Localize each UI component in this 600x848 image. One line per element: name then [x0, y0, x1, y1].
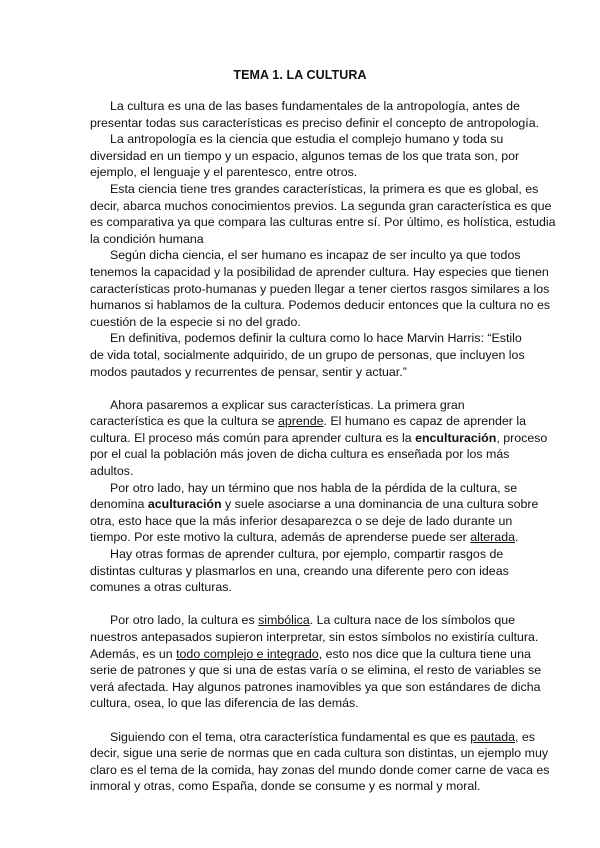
- text-line: decir, sigue una serie de normas que en cada cultura son distintas, un ejemplo muy: [90, 746, 549, 761]
- text-line: [90, 529, 528, 546]
- text-line: En definitiva, podemos definir la cultura como lo hace Marvin Harris: “Estilo: [110, 331, 522, 346]
- underlined-term: todo complejo e integrado: [176, 646, 319, 661]
- underlined-term: aprende: [278, 414, 324, 429]
- text-segment: cultura. El proceso más común para aprender cultura es la: [90, 430, 416, 445]
- text-line: [90, 496, 539, 513]
- text-line: Por otro lado, hay un término que nos habla de la pérdida de la cultura, se: [110, 480, 518, 495]
- text-line: nuestros antepasados supieron interpretar, sin estos símbolos no existiría cultura.: [90, 630, 539, 644]
- text-line: verá afectada. Hay algunos patrones inamovibles ya que son estándares de dicha: [90, 679, 541, 694]
- text-segment: , es: [515, 729, 536, 744]
- text-line: serie de patrones y que si una de estas varía o se elimina, el resto de variables se: [90, 663, 542, 678]
- text-line: características proto-humanas y pueden llegar a tener ciertos rasgos similares a los: [90, 281, 550, 296]
- text-line: distintas culturas y plasmarlos en una, creando una diferente pero con ideas: [90, 563, 509, 578]
- text-line: cuestión de la especie si no del grado.: [90, 314, 301, 329]
- text-line: [90, 430, 548, 447]
- text-line: decir, abarca muchos conocimientos previos. La segunda gran característica es que: [90, 198, 552, 213]
- text-segment: .: [514, 530, 519, 545]
- text-line: modos pautados y recurrentes de pensar, sentir y actuar.”: [90, 364, 407, 379]
- document-body: [90, 98, 556, 795]
- text-segment: Por otro lado, la cultura es: [110, 613, 259, 628]
- text-segment: . El humano es capaz de aprender la: [323, 414, 527, 429]
- text-line: [90, 612, 528, 629]
- paragraph-gap: [90, 596, 528, 613]
- text-line: La antropología es la ciencia que estudia el complejo humano y toda su: [110, 132, 504, 147]
- bold-term: enculturación: [415, 430, 497, 445]
- text-line: es comparativa ya que compara las culturas entre sí. Por último, es holística, estudia: [90, 215, 556, 230]
- text-line: otra, esto hace que la más inferior desaparezca o se deje de lado durante un: [90, 513, 513, 528]
- underlined-term: alterada: [470, 530, 515, 545]
- text-line: La cultura es una de las bases fundamentales de la antropología, antes de: [110, 99, 520, 113]
- text-line: Hay otras formas de aprender cultura, por ejemplo, compartir rasgos de: [110, 547, 504, 562]
- text-line: de vida total, socialmente adquirido, de un grupo de personas, que incluyen los: [90, 347, 525, 362]
- text-line: humanos si hablamos de la cultura. Podemos deducir entonces que la cultura no es: [90, 298, 551, 313]
- text-line: [90, 729, 536, 746]
- text-line: presentar todas sus características es preciso definir el concepto de antropología.: [90, 115, 540, 130]
- bold-term: aculturación: [147, 497, 222, 512]
- text-segment: Siguiendo con el tema, otra característica fundamental es que es: [110, 729, 471, 744]
- text-line: adultos.: [90, 464, 134, 479]
- text-line: [90, 413, 528, 430]
- text-line: tenemos la capacidad y la posibilidad de aprender cultura. Hay especies que tienen: [90, 264, 549, 279]
- text-line: cultura, osea, lo que las diferencia de las demás.: [90, 696, 359, 711]
- underlined-term: pautada: [470, 729, 516, 744]
- paragraph-gap: [90, 712, 528, 729]
- page-title: TEMA 1. LA CULTURA: [233, 68, 367, 82]
- text-line: ejemplo, el lenguaje y el parentesco, entre otros.: [90, 165, 358, 180]
- text-segment: y suele asociarse a una dominancia de una cultura sobre: [221, 497, 539, 512]
- text-line: diversidad en un tiempo y un espacio, algunos temas de los que trata son, por: [90, 148, 520, 163]
- text-segment: . La cultura nace de los símbolos que: [309, 613, 515, 628]
- text-segment: , proceso: [496, 430, 548, 445]
- text-line: inmoral y otras, como España, donde se consume y es normal y moral.: [90, 779, 481, 794]
- text-line: [90, 646, 531, 663]
- text-line: la condición humana: [90, 231, 204, 246]
- text-line: Ahora pasaremos a explicar sus características. La primera gran: [110, 397, 465, 412]
- text-segment: tiempo. Por este motivo la cultura, además de aprenderse puede ser: [90, 530, 471, 545]
- text-segment: característica es que la cultura se: [90, 414, 279, 429]
- underlined-term: simbólica: [258, 613, 310, 628]
- text-segment: Además, es un: [90, 646, 177, 661]
- text-line: claro es el tema de la comida, hay zonas del mundo donde comer carne de vaca es: [90, 762, 550, 777]
- text-line: Según dicha ciencia, el ser humano es incapaz de ser inculto ya que todos: [110, 248, 521, 263]
- text-line: por el cual la población más joven de dicha cultura es enseñada por los más: [90, 447, 510, 462]
- text-segment: , esto nos dice que la cultura tiene una: [318, 646, 531, 661]
- text-segment: denomina: [90, 497, 148, 512]
- text-line: comunes a otras culturas.: [90, 580, 232, 595]
- paragraph-gap: [90, 380, 528, 397]
- text-line: Esta ciencia tiene tres grandes características, la primera es que es global, es: [110, 181, 539, 196]
